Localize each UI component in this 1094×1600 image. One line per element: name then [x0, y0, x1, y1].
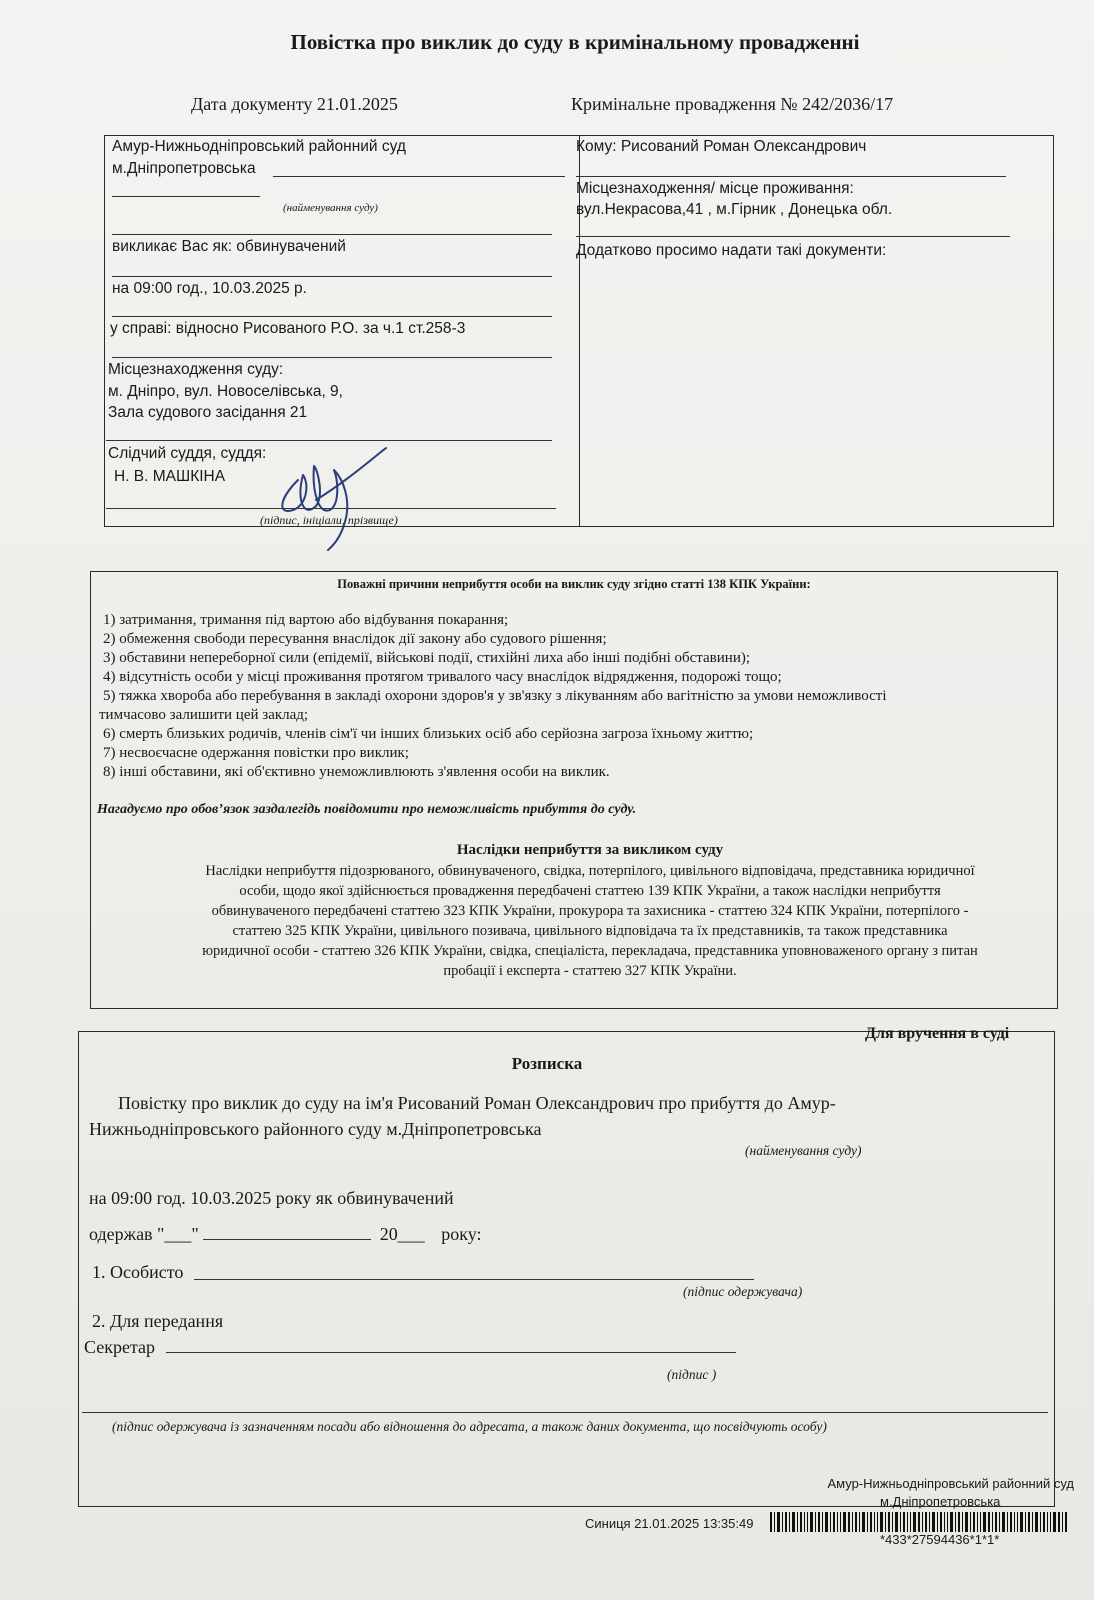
- receipt-time-line: на 09:00 год. 10.03.2025 року як обвинувачений: [89, 1188, 454, 1208]
- case-number: Кримінальне провадження № 242/2036/17: [571, 94, 894, 114]
- consequences-line: статтею 325 КПК України, цивільного позивача, цивільного відповідача та їх представників, та також представника: [232, 923, 948, 939]
- consequences-line: Наслідки неприбуття підозрюваного, обвинуваченого, свідка, потерпілого, цивільного відповідача, представника юридичної: [205, 863, 975, 879]
- received-day-blank[interactable]: ___: [164, 1224, 192, 1244]
- for-court-label: Для вручення в суді: [865, 1025, 1010, 1042]
- consequences-line: пробації і експерта - статтею 327 КПК України.: [443, 963, 737, 979]
- reminder-text: Нагадуємо про обов’язок заздалегідь повідомити про неможливість прибуття до суду.: [97, 802, 637, 817]
- divider-1: [112, 234, 552, 235]
- barcode-text: *433*27594436*1*1*: [880, 1532, 1000, 1547]
- reason-item: 5) тяжка хвороба або перебування в закладі охорони здоров'я у зв'язку з лікуванням або вагітністю за умови неможливості: [103, 688, 887, 704]
- received-mid: ": [191, 1224, 204, 1244]
- recipient-name: Кому: Рисований Роман Олександрович: [576, 138, 867, 155]
- reason-item: 6) смерть близьких родичів, членів сім'ї чи інших близьких осіб або серйозна загроза їхньому життю;: [103, 726, 754, 742]
- court-name-line1: Амур-Нижньодніпровський районний суд: [112, 138, 406, 155]
- consequences-heading: Наслідки неприбуття за викликом суду: [456, 842, 724, 858]
- court-name-line2: м.Дніпропетровська: [112, 160, 256, 177]
- residence-label: Місцезнаходження/ місце проживання:: [576, 180, 854, 197]
- secretary-signature-line[interactable]: [166, 1352, 736, 1353]
- court-name-underline: [273, 176, 565, 177]
- personal-label: 1. Особисто: [92, 1262, 184, 1282]
- personal-signature-line[interactable]: [194, 1279, 754, 1280]
- receipt-court-caption: (найменування суду): [745, 1143, 862, 1158]
- footer-court-line1: Амур-Нижньодніпровський районний суд: [827, 1476, 1074, 1491]
- divider-4: [112, 357, 552, 358]
- residence-underline: [576, 236, 1010, 237]
- case-description: у справі: відносно Рисованого Р.О. за ч.1 ст.258-3: [110, 320, 466, 337]
- bottom-signature-line[interactable]: [82, 1412, 1048, 1413]
- footer-court-line2: м.Дніпропетровська: [880, 1494, 1001, 1509]
- barcode: [770, 1512, 1070, 1532]
- receipt-line-2: Нижньодніпровського районного суду м.Дніпропетровська: [89, 1119, 542, 1139]
- transfer-label: 2. Для передання: [92, 1311, 224, 1331]
- reason-item: 2) обмеження свободи пересування внаслідок дії закону або судового рішення;: [103, 631, 607, 647]
- reason-item: 8) інші обставини, які об'єктивно унеможливлюють з'явлення особи на виклик.: [103, 764, 610, 780]
- court-location-label: Місцезнаходження суду:: [108, 361, 284, 378]
- called-as: викликає Вас як: обвинувачений: [112, 238, 346, 255]
- reason-item: 3) обставини непереборної сили (епідемії, військові події, стихійні лиха або інші подібні обставини);: [103, 650, 751, 666]
- received-prefix: одержав ": [89, 1224, 165, 1244]
- reason-item: 1) затримання, тримання під вартою або відбування покарання;: [103, 612, 509, 628]
- recipient-signature-caption: (підпис одержувача): [683, 1284, 803, 1299]
- secretary-signature-caption: (підпис ): [667, 1367, 717, 1382]
- reasons-heading: Поважні причини неприбуття особи на виклик суду згідно статті 138 КПК України:: [337, 577, 811, 591]
- court-location-address: м. Дніпро, вул. Новоселівська, 9,: [108, 383, 343, 400]
- recipient-underline: [576, 176, 1006, 177]
- received-suffix: року:: [441, 1224, 482, 1244]
- court-name-caption: (найменування суду): [283, 202, 378, 214]
- divider-3: [112, 316, 552, 317]
- judge-label: Слідчий суддя, суддя:: [108, 445, 267, 462]
- reason-item: 4) відсутність особи у місці проживання протягом тривалого часу внаслідок відрядження, подорожі тощо;: [103, 669, 782, 685]
- residence-value: вул.Некрасова,41 , м.Гірник , Донецька обл.: [576, 201, 893, 218]
- documents-request: Додатково просимо надати такі документи:: [576, 242, 887, 259]
- judge-signature: [258, 440, 398, 555]
- court-name-underline-2: [112, 196, 260, 197]
- judge-signature-caption: (підпис, ініціали, прізвище): [260, 513, 398, 527]
- consequences-line: особи, щодо якої здійснюється провадження передбачені статтею 139 КПК України, а також наслідки неприбуття: [239, 883, 941, 899]
- registration-stamp: Синиця 21.01.2025 13:35:49: [585, 1516, 754, 1531]
- consequences-line: юридичної особи - статтею 326 КПК України, свідка, спеціаліста, перекладача, представника уповноваженого органу з питан: [202, 943, 978, 959]
- document-date: Дата документу 21.01.2025: [191, 94, 398, 114]
- receipt-heading: Розписка: [511, 1054, 583, 1073]
- secretary-label: Секретар: [84, 1337, 156, 1357]
- reason-item-continuation: тимчасово залишити цей заклад;: [99, 707, 309, 723]
- bottom-caption: (підпис одержувача із зазначенням посади або відношення до адресата, а також даних документа, що посвідчують особу): [112, 1419, 827, 1434]
- received-month-blank[interactable]: [203, 1225, 371, 1240]
- received-year-blank[interactable]: ___: [397, 1224, 425, 1244]
- document-title: Повістка про виклик до суду в кримінальному провадженні: [290, 30, 860, 54]
- received-date-line: [89, 1224, 482, 1245]
- divider-2: [112, 276, 552, 277]
- receipt-line-1: Повістку про виклик до суду на ім'я Рисований Роман Олександрович про прибуття до Амур-: [118, 1093, 836, 1113]
- judge-name: Н. В. МАШКІНА: [114, 468, 226, 485]
- hearing-time: на 09:00 год., 10.03.2025 р.: [112, 280, 307, 297]
- consequences-line: обвинуваченого передбачені статтею 323 КПК України, прокурора та захисника - статтею 324 КПК України, потерпілого -: [211, 903, 969, 919]
- court-location-hall: Зала судового засідання 21: [108, 404, 308, 421]
- received-year: 20: [379, 1224, 398, 1244]
- reason-item: 7) несвоєчасне одержання повістки про виклик;: [103, 745, 409, 761]
